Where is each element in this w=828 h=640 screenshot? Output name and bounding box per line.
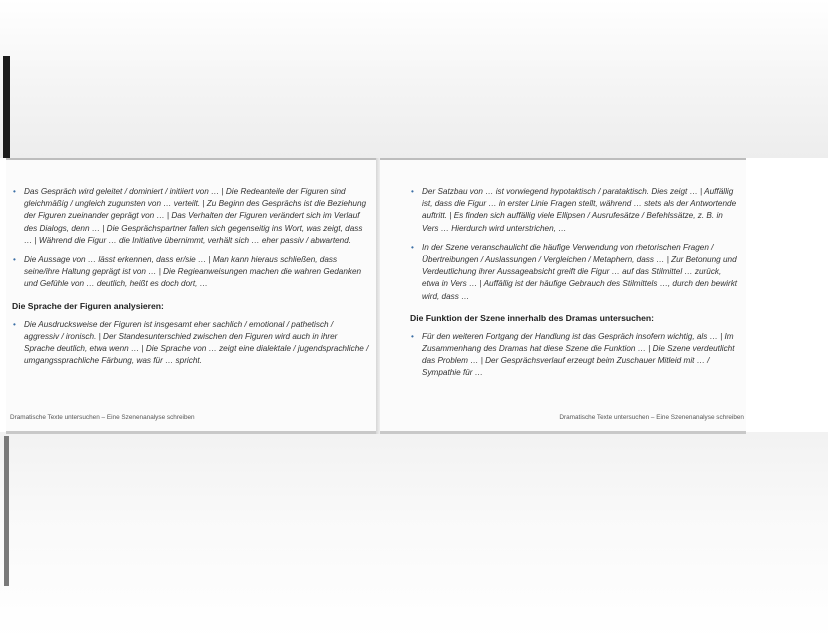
card-footer: Dramatische Texte untersuchen – Eine Szenenanalyse schreiben (559, 414, 744, 421)
bullet-item: • In der Szene veranschaulicht die häufige Verwendung von rhetorischen Fragen / Übertreibungen / Auslassungen / Vergleichen / Metaphern, dass … | Zur Betonung und Verdeutlichung ihrer Aussageabsicht greift die Figur … auf das Stilmittel … zurück, etwa in Vers … | Auffällig ist der häufige Gebrauch des Stilmittels …, durch den bewirkt wird, dass … (410, 242, 740, 303)
right-card-content (410, 186, 740, 387)
left-card (6, 158, 376, 434)
bullet-item: • Der Satzbau von … ist vorwiegend hypotaktisch / parataktisch. Dies zeigt … | Auffällig ist, dass die Figur … in erster Linie Fragen stellt, während … stets als der Antwortende auftritt. | Es finden sich auffällig viele Ellipsen / Ausrufesätze / Befehlssätze, z. B. in Vers … Hierdurch wird unterstrichen, … (410, 186, 740, 235)
section-heading: Die Funktion der Szene innerhalb des Dramas untersuchen: (410, 312, 655, 323)
scan-background-top (0, 0, 828, 158)
right-card (380, 158, 746, 434)
bullet-item: • Für den weiteren Fortgang der Handlung ist das Gespräch insofern wichtig, als … | Im Zusammenhang des Dramas hat diese Szene die Funktion … | Die Szene verdeutlicht das Problem … | Der Gesprächsverlauf erzeugt beim Zuschauer Mitleid mit … / Sympathie für … (410, 331, 740, 380)
left-card-content (12, 186, 370, 374)
scan-edge-shadow-lower (4, 436, 9, 586)
card-footer: Dramatische Texte untersuchen – Eine Szenenanalyse schreiben (10, 414, 195, 421)
scan-edge-shadow (3, 56, 10, 158)
scan-background-bottom (0, 432, 828, 640)
bullet-item: • Die Ausdrucksweise der Figuren ist insgesamt eher sachlich / emotional / pathetisch / aggressiv / ironisch. | Der Standesunterschied zwischen den Figuren wird auch in ihrer Sprache deutlich, etwa wenn … | Die Sprache von … zeigt eine dialektale / jugendsprachliche / umgangssprachliche Färbung, was für … spricht. (12, 319, 370, 368)
section-heading: Die Sprache der Figuren analysieren: (12, 300, 164, 311)
bullet-item: • Die Aussage von … lässt erkennen, dass er/sie … | Man kann hieraus schließen, dass seine/ihre Haltung geprägt ist von … | Die Regieanweisungen machen die wahren Gedanken und Gefühle von … deutlich, heißt es doch dort, … (12, 254, 370, 291)
bullet-item: • Das Gespräch wird geleitet / dominiert / initiiert von … | Die Redeanteile der Figuren sind gleichmäßig / ungleich zugunsten von … verteilt. | Zu Beginn des Gesprächs ist die Beziehung der Figuren zueinander geprägt von … | Das Verhalten der Figuren verändert sich im Verlauf des Dialogs, denn … | Die Gesprächspartner fallen sich gegenseitig ins Wort, was zeigt, dass … | Während die Figur … die Initiative übernimmt, verhält sich … eher passiv / abwartend. (12, 186, 370, 247)
